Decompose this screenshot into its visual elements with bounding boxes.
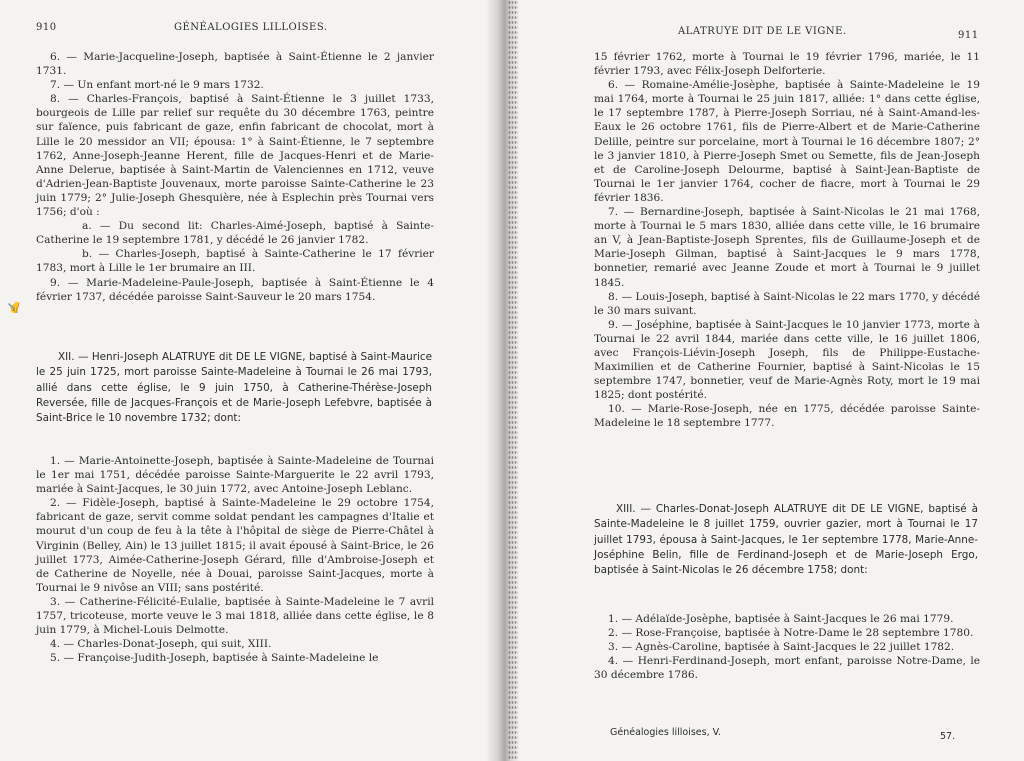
list-item: 2. — Fidèle-Joseph, baptisé à Sainte-Madeleine le 29 octobre 1754, fabricant de gaze, servit comme soldat pendant les campagnes d'Italie et mourut d'un coup de feu à la tête à l'hôpital de siège de Pierre-Châtel à Virginin (Belley, Ain) le 13 juillet 1815; il avait épousé à Saint-Brice, le 26 juillet 1773, Aimée-Catherine-Joseph Gérard, fille d'Ambroise-Joseph et de Catherine de Noyelle, née à Douai, paroisse Saint-Jacques, morte à Tournai le 9 nivôse an VIII; sans postérité. [36, 497, 434, 594]
right-children [594, 612, 980, 682]
left-text-top [36, 50, 434, 304]
section-xii: XII. — Henri-Joseph ALATRUYE dit DE LE VIGNE, baptisé à Saint-Maurice le 25 juin 1725, mort paroisse Sainte-Madeleine à Tournai le 26 mai 1793, allié dans cette église, le 9 juin 1750, à Catherine-Thérèse-Joseph Reversée, fille de Jacques-François et de Marie-Joseph Lefebvre, baptisée à Saint-Brice le 10 novembre 1732; dont: [36, 351, 432, 425]
left-children [36, 454, 434, 665]
right-running-title: ALATRUYE DIT DE LE VIGNE. [678, 26, 847, 37]
paragraph: 15 février 1762, morte à Tournai le 19 février 1796, mariée, le 11 février 1793, avec Félix-Joseph Delforterie. [594, 51, 980, 78]
gutter-scan-noise [508, 0, 518, 761]
paragraph: 7. — Bernardine-Joseph, baptisée à Saint-Nicolas le 21 mai 1768, morte à Tournai le 5 mars 1830, alliée dans cette ville, le 16 brumaire an V, à Jean-Baptiste-Joseph Sprentes, fils de Guillaume-Joseph et de Marie-Joseph Gilman, baptisé à Saint-Jacques le 9 mars 1778, bonnetier, remarié avec Jeanne Zoude et mort à Tournai le 9 juillet 1845. [594, 206, 980, 289]
paragraph: 8. — Louis-Joseph, baptisé à Saint-Nicolas le 22 mars 1770, y décédé le 30 mars suivant. [594, 290, 980, 317]
left-page [0, 0, 500, 761]
list-item: 1. — Adélaïde-Josèphe, baptisée à Saint-Jacques le 26 mai 1779. [608, 613, 954, 625]
list-item: 3. — Agnès-Caroline, baptisée à Saint-Jacques le 22 juillet 1782. [608, 641, 955, 654]
footer-title: Généalogies lilloises, V. [610, 727, 721, 738]
right-text-top [594, 50, 980, 431]
sub-item: b. — Charles-Joseph, baptisé à Sainte-Catherine le 17 février 1783, mort à Lille le 1er brumaire an III. [36, 248, 434, 275]
section-xiii: XIII. — Charles-Donat-Joseph ALATRUYE dit DE LE VIGNE, baptisé à Sainte-Madeleine le 8 juillet 1759, ouvrier gazier, mort à Tournai le 17 juillet 1793, épousa à Saint-Jacques, le 1er septembre 1778, Marie-Anne-Joséphine Belin, fille de Ferdinand-Joseph et de Marie-Joseph Ergo, baptisée à Saint-Nicolas le 26 décembre 1758; dont: [594, 503, 978, 577]
paragraph: 6. — Romaine-Amélie-Josèphe, baptisée à Sainte-Madeleine le 19 mai 1764, morte à Tournai le 25 juin 1817, alliée: 1° dans cette église, le 17 septembre 1787, à Pierre-Joseph Sorriau, né à Saint-Amand-les-Eaux le 26 octobre 1761, fils de Pierre-Albert et de Marie-Catherine Delille, peintre sur porcelaine, mort à Tournai le 16 décembre 1807; 2° le 3 janvier 1810, à Pierre-Joseph Smet ou Semette, fils de Jean-Joseph et de Caroline-Joseph Delourme, baptisé à Saint-Jean-Baptiste de Tournai le 1er janvier 1764, cocher de fiacre, mort à Tournai le 29 février 1836. [594, 79, 980, 204]
paragraph: 8. — Charles-François, baptisé à Saint-Étienne le 3 juillet 1733, bourgeois de Lille par relief sur requête du 30 décembre 1763, peintre sur faïence, puis fabricant de gaze, enfin fabricant de chocolat, mort à Lille le 20 messidor an VII; épousa: 1° à Saint-Étienne, le 7 septembre 1762, Anne-Joseph-Jeanne Herent, fille de Jacques-Henri et de Marie-Anne Delerue, baptisée à Saint-Martin de Valenciennes en 1712, veuve d'Adrien-Jean-Baptiste Jouvenaux, morte paroisse Sainte-Catherine le 23 juin 1779; 2° Julie-Joseph Ghesquière, née à Esplechin près Tournai vers 1756; d'où : [36, 93, 434, 219]
list-item: 5. — Françoise-Judith-Joseph, baptisée à Sainte-Madeleine le [50, 652, 379, 665]
margin-annotation-icon: ✍ [6, 299, 22, 316]
paragraph: 7. — Un enfant mort-né le 9 mars 1732. [50, 79, 264, 92]
paragraph: 10. — Marie-Rose-Joseph, née en 1775, décédée paroisse Sainte-Madeleine le 18 septembre 1777. [594, 403, 980, 430]
paragraph: 6. — Marie-Jacqueline-Joseph, baptisée à Saint-Étienne le 2 janvier 1731. [36, 51, 434, 78]
left-running-title: GÉNÉALOGIES LILLOISES. [174, 22, 328, 33]
sub-item: a. — Du second lit: Charles-Aimé-Joseph, baptisé à Sainte-Catherine le 19 septembre 1781, y décédé le 26 janvier 1782. [36, 220, 434, 247]
list-item: 1. — Marie-Antoinette-Joseph, baptisée à Sainte-Madeleine de Tournai le 1er mai 1751, décédée paroisse Sainte-Marguerite le 22 avril 1793, mariée à Saint-Jacques, le 30 juin 1772, avec Antoine-Joseph Leblanc. [36, 455, 434, 496]
list-item: 3. — Catherine-Félicité-Eulalie, baptisée à Sainte-Madeleine le 7 avril 1757, tricoteuse, morte veuve le 3 mai 1818, alliée dans cette église, le 8 juin 1779, à Michel-Louis Delmotte. [36, 595, 434, 637]
footer-signature: 57. [940, 731, 956, 742]
paragraph: 9. — Joséphine, baptisée à Saint-Jacques le 10 janvier 1773, morte à Tournai le 22 avril 1844, mariée dans cette ville, le 16 juillet 1806, avec François-Liévin-Joseph Joseph, fils de Philippe-Eustache-Maximilien et de Catherine Fournier, baptisé à Saint-Nicolas le 15 septembre 1747, bonnetier, veuf de Marie-Agnès Roty, mort le 19 mai 1825; dont postérité. [594, 318, 980, 402]
right-page-number: 911 [958, 30, 979, 41]
paragraph: 9. — Marie-Madeleine-Paule-Joseph, baptisée à Saint-Étienne le 4 février 1737, décédée paroisse Saint-Sauveur le 20 mars 1754. [36, 276, 434, 303]
list-item: 4. — Henri-Ferdinand-Joseph, mort enfant, paroisse Notre-Dame, le 30 décembre 1786. [594, 655, 980, 682]
list-item: 4. — Charles-Donat-Joseph, qui suit, XIII. [50, 638, 272, 651]
left-page-number: 910 [36, 22, 57, 33]
right-page [500, 0, 1024, 761]
list-item: 2. — Rose-Françoise, baptisée à Notre-Dame le 28 septembre 1780. [608, 627, 974, 640]
